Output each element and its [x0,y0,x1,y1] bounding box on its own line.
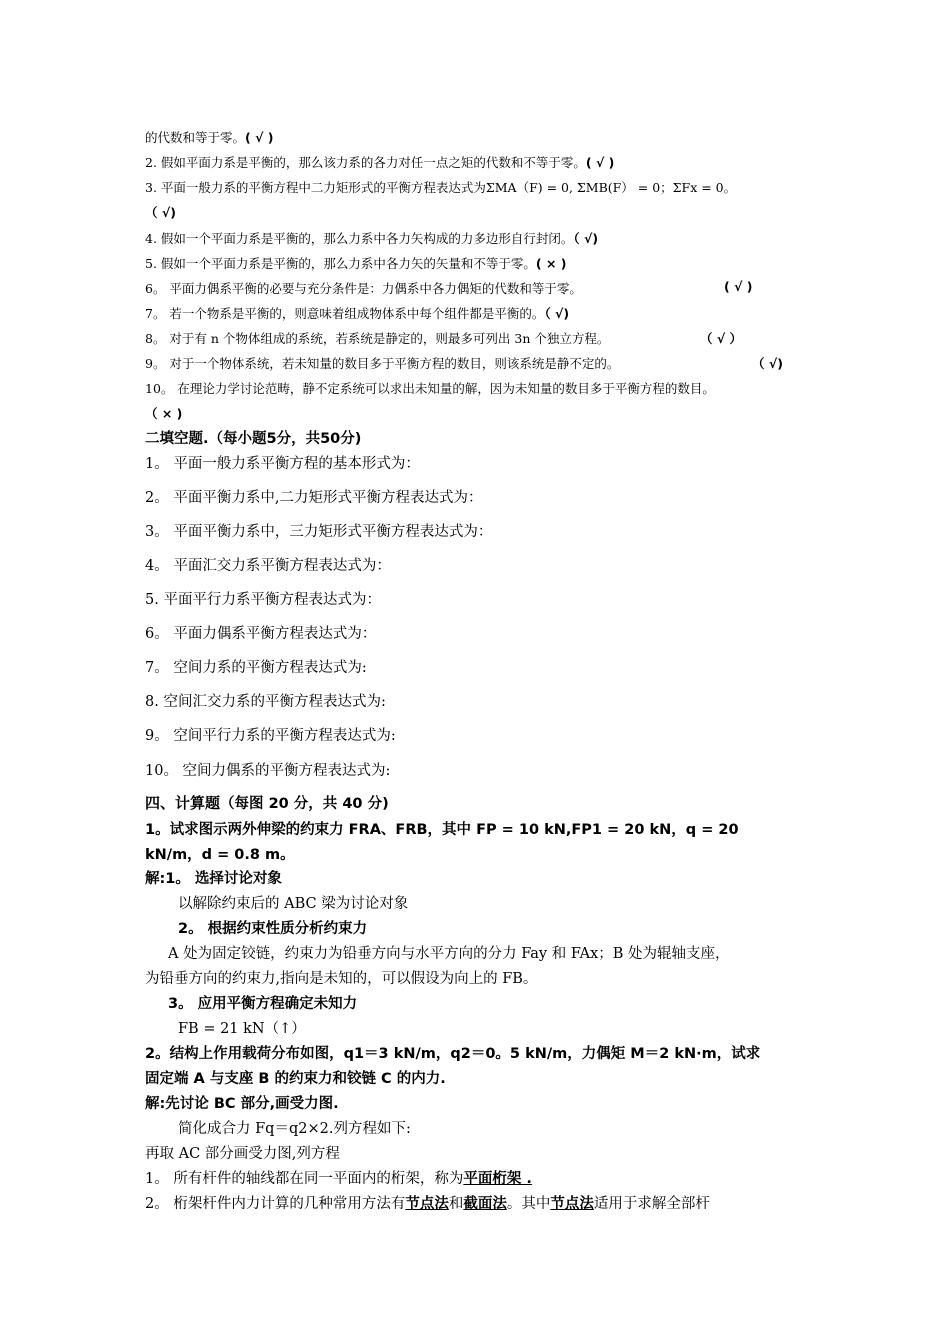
judge-line-4: 4. 假如一个平面力系是平衡的，那么力系中各力矢构成的力多边形自行封闭。（ √) [145,231,599,246]
calc-line-7: 为铅垂方向的约束力,指向是未知的，可以假设为向上的 FB。 [145,971,538,987]
judge-line-1: 2. 假如平面力系是平衡的，那么该力系的各力对任一点之矩的代数和不等于零。( √ ) [145,155,615,170]
fill-item-10: 10。 空间力偶系的平衡方程表达式为: [145,763,391,779]
judge-line-0: 的代数和等于零。( √ ) [145,130,274,145]
calc-line-8: 3。 应用平衡方程确定未知力 [168,996,358,1012]
judge-line-5: 5. 假如一个平面力系是平衡的，那么力系中各力矢的矢量和不等于零。( × ) [145,256,567,271]
judge-line-7: 7。 若一个物系是平衡的，则意味着组成物体系中每个组件都是平衡的。（ √) [145,306,570,321]
judge-line-6: 6。 平面力偶系平衡的必要与充分条件是：力偶系中各力偶矩的代数和等于零。 [145,281,582,296]
judge-line-2: 3. 平面一般力系的平衡方程中二力矩形式的平衡方程表达式为ΣMA（F) = 0, ΣMB(F） = 0；ΣFx = 0。 [145,180,737,195]
fill-item-5: 5. 平面平行力系平衡方程表达式为： [145,592,381,608]
truss-line-1: 1。 所有杆件的轴线都在同一平面内的桁架，称为平面桁架 . [145,1171,532,1187]
calc-line-6: A 处为固定铰链，约束力为铅垂方向与水平方向的分力 Fay 和 FAx；B 处为辊轴支座， [168,946,730,962]
calc-line-1: 1。试求图示两外伸梁的约束力 FRA、FRB，其中 FP = 10 kN,FP1 = 20 kN，q = 20 [145,822,739,838]
judge-line-10: 10。 在理论力学讨论范畴，静不定系统可以求出未知量的解，因为未知量的数目多于平衡方程的数目。 [145,381,715,396]
judge-line-9: 9。 对于一个物体系统，若未知量的数目多于平衡方程的数目，则该系统是静不定的。 [145,356,620,371]
calc-line-9: FB = 21 kN（↑） [178,1021,306,1037]
calc-line-3: 解:1。 选择讨论对象 [145,871,282,887]
judge-line-11: （ × ) [145,406,183,421]
fill-item-9: 9。 空间平行力系的平衡方程表达式为: [145,728,396,744]
calc-line-14: 再取 AC 部分画受力图,列方程 [145,1146,340,1162]
calc-line-13: 简化成合力 Fq＝q2×2.列方程如下: [178,1121,411,1137]
judge-line-3: （ √) [145,205,176,220]
calc-line-11: 固定端 A 与支座 B 的约束力和铰链 C 的内力. [145,1071,446,1087]
calc-heading: 四、计算题（每图 20 分，共 40 分) [145,794,389,812]
fill-item-1: 1。 平面一般力系平衡方程的基本形式为： [145,456,420,472]
fill-item-3: 3。 平面平衡力系中，三力矩形式平衡方程表达式为： [145,524,493,540]
calc-line-2: kN/m，d = 0.8 m。 [145,847,295,863]
fill-item-6: 6。 平面力偶系平衡方程表达式为： [145,626,377,642]
fill-item-7: 7。 空间力系的平衡方程表达式为: [145,660,367,676]
fill-item-4: 4。 平面汇交力系平衡方程表达式为： [145,558,391,574]
calc-line-4: 以解除约束后的 ABC 梁为讨论对象 [178,896,409,912]
fill-heading: 二填空题.（每小题5分，共50分) [145,431,362,447]
calc-line-12: 解:先讨论 BC 部分,画受力图. [145,1096,339,1112]
fill-item-2: 2。 平面平衡力系中,二力矩形式平衡方程表达式为： [145,490,483,506]
judge-line-8: 8。 对于有 n 个物体组成的系统，若系统是静定的，则最多可列出 3n 个独立方程。 [145,331,610,346]
judge-mark-6: ( √ ) [724,279,753,294]
calc-line-5: 2。 根据约束性质分析约束力 [178,921,368,937]
judge-mark-9: （ √) [752,356,783,371]
calc-line-10: 2。结构上作用载荷分布如图，q1＝3 kN/m，q2＝0。5 kN/m，力偶矩 M＝2 kN·m，试求 [145,1046,761,1062]
truss-line-2: 2。 桁架杆件内力计算的几种常用方法有节点法和截面法。其中节点法适用于求解全部杆 [145,1196,710,1212]
fill-item-8: 8. 空间汇交力系的平衡方程表达式为: [145,694,386,710]
judge-mark-8: （ √ ） [700,331,743,346]
